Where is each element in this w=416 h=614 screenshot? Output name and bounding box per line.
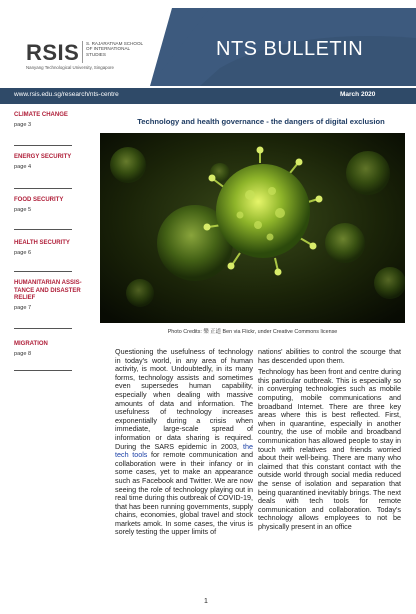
article-column-2: [258, 348, 401, 531]
toc-item-migration[interactable]: [14, 341, 96, 357]
virus-photo: [100, 133, 405, 323]
logo-wordmark: RSIS: [26, 40, 80, 65]
toc-divider: [14, 188, 72, 189]
header: [0, 0, 416, 88]
toc-divider: [14, 328, 72, 329]
paragraph-text: nations' abilities to control the scourge that has descended upon them.: [258, 347, 401, 365]
article-column-1: [115, 348, 253, 537]
toc-item-climate-change[interactable]: [14, 112, 96, 128]
logo-divider: [82, 41, 83, 63]
toc-divider: [14, 229, 72, 230]
toc-item-title: HEALTH SECURITY: [14, 240, 70, 246]
page-number: 1: [204, 598, 208, 605]
toc-item-page: page 7: [14, 304, 32, 311]
toc-item-page: page 8: [14, 350, 32, 357]
photo-caption: Photo Credits: 樂 正道 Ben via Flickr, under Creative Commons license: [167, 329, 338, 335]
toc-item-title: CLIMATE CHANGE: [14, 112, 68, 118]
url-bar: [0, 88, 416, 104]
toc-item-page: page 5: [14, 206, 32, 213]
toc-item-hadr[interactable]: [14, 280, 96, 311]
toc-divider: [14, 271, 72, 272]
tech-tools-link[interactable]: the tech tools: [115, 441, 253, 460]
toc-divider: [14, 145, 72, 146]
toc-item-page: page 6: [14, 249, 32, 256]
logo-university: Nanyang Technological University, Singapore: [26, 65, 114, 70]
paragraph-text: for remote communication and collaboration were in their infancy or in some cases, yet to make an appearance such as Facebook and Twitter. We are now seeing the role of technology playing out in real time during this outbreak of COVID-19, that has been running governments, supply chains, economies, global travel and stock markets amok. In some cases, the virus is sorely testing the upper limits of: [115, 450, 254, 537]
toc-item-page: page 3: [14, 121, 32, 128]
toc-divider: [14, 370, 72, 371]
toc-item-page: page 4: [14, 163, 32, 170]
article-headline: Technology and health governance - the dangers of digital exclusion: [137, 117, 385, 126]
paragraph-text: Questioning the usefulness of technology in today's world, in any area of human activity, is moot. Undoubtedly, in its many forms, technology assists and sometimes even supersedes human capability, especially when dealing with massive amounts of data and information. The usefulness of technology increases exponentially during a crisis when immediate, large-scale spread of information or data sharing is required. During the SARS epidemic in 2003,: [115, 347, 253, 451]
website-link[interactable]: www.rsis.edu.sg/research/nts-centre: [14, 91, 119, 98]
issue-date: March 2020: [340, 91, 376, 98]
toc-item-title: ENERGY SECURITY: [14, 154, 72, 160]
toc-item-title: HUMANITARIAN ASSIS-TANCE AND DISASTER RELIEF: [14, 280, 82, 301]
toc-item-title: MIGRATION: [14, 341, 48, 347]
logo-school-name: S. RAJARATNAM SCHOOL OF INTERNATIONAL STUDIES: [86, 41, 143, 57]
toc-item-title: FOOD SECURITY: [14, 197, 64, 203]
toc-item-energy-security[interactable]: [14, 154, 96, 170]
bulletin-title: NTS BULLETIN: [216, 38, 364, 60]
toc-item-health-security[interactable]: [14, 240, 96, 256]
rsis-logo[interactable]: [0, 8, 150, 86]
paragraph-text: Technology has been front and centre during this particular outbreak. This is especially so in converging technologies such as mobile computing, mobile communications and broadband Internet. There are three key areas where this is best reflected. First, when in quarantine, especially in another country, the use of mobile and broadband communication has allowed people to stay in touch with relatives and friends worried about their well-being. There are many who claimed that this constant contact with the outside world through social media reduced the sense of isolation and separation that being quarantined inevitably brings. The next deals with tech tools for remote communication and collaboration. Today's technology allows employees to not be physically present in an office: [258, 367, 401, 531]
toc-item-food-security[interactable]: [14, 197, 96, 213]
banner-slant: [150, 8, 172, 86]
